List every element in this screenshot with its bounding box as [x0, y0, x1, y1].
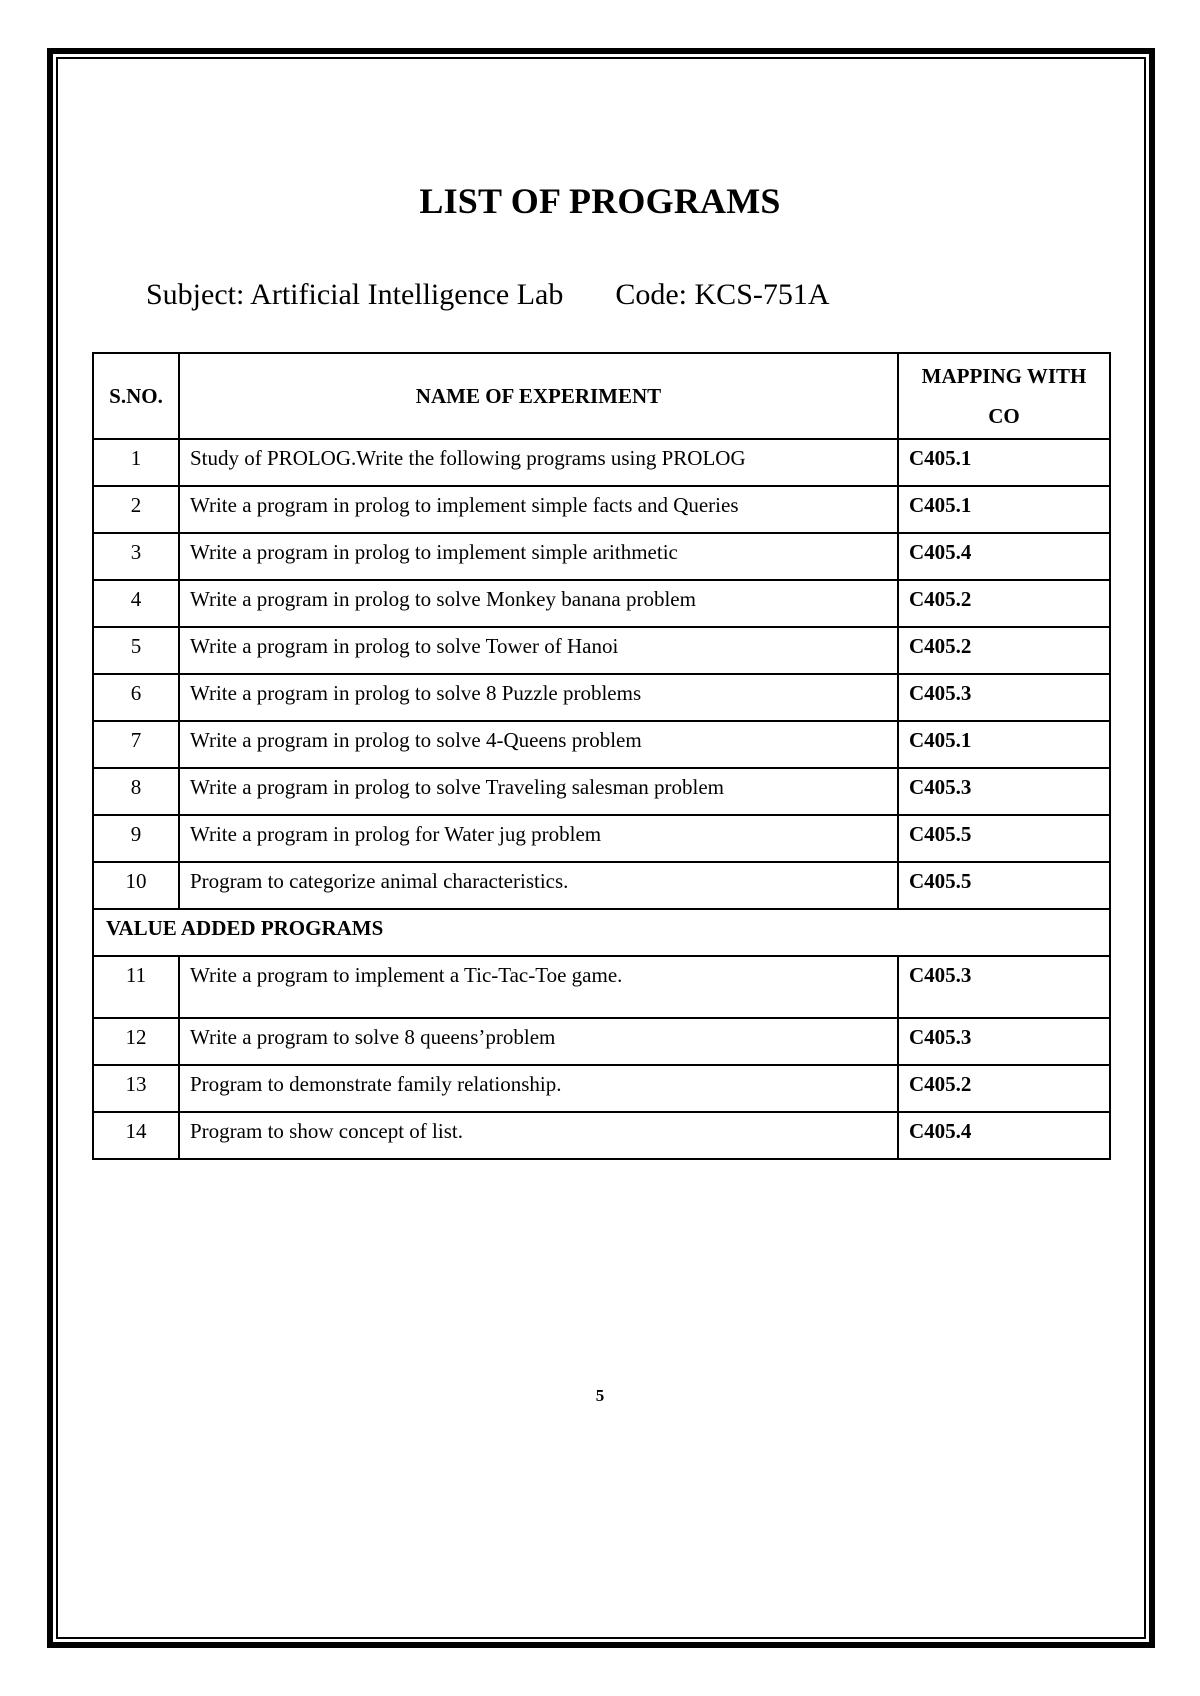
- course-code: Code: KCS-751A: [615, 278, 830, 311]
- row-experiment-name: Write a program to implement a Tic-Tac-Toe game.: [179, 956, 898, 1018]
- row-sno: 1: [93, 439, 179, 486]
- row-sno: 2: [93, 486, 179, 533]
- table-row: [93, 533, 1110, 580]
- table-row: [93, 1112, 1110, 1159]
- row-experiment-name: Write a program in prolog to solve Tower of Hanoi: [179, 627, 898, 674]
- row-co-mapping: C405.2: [898, 627, 1110, 674]
- row-co-mapping: C405.2: [898, 580, 1110, 627]
- row-co-mapping: C405.1: [898, 486, 1110, 533]
- subject-text: Subject: Artificial Intelligence Lab: [146, 278, 564, 311]
- section-heading-value-added: VALUE ADDED PROGRAMS: [93, 909, 1110, 956]
- table-row: [93, 815, 1110, 862]
- row-experiment-name: Write a program in prolog to implement simple arithmetic: [179, 533, 898, 580]
- row-sno: 11: [93, 956, 179, 1018]
- row-co-mapping: C405.1: [898, 721, 1110, 768]
- row-experiment-name: Write a program to solve 8 queens’problem: [179, 1018, 898, 1065]
- row-co-mapping: C405.3: [898, 1018, 1110, 1065]
- table-row: [93, 486, 1110, 533]
- row-co-mapping: C405.5: [898, 862, 1110, 909]
- row-sno: 5: [93, 627, 179, 674]
- table-header-row: [93, 353, 1110, 439]
- row-experiment-name: Program to show concept of list.: [179, 1112, 898, 1159]
- row-co-mapping: C405.4: [898, 1112, 1110, 1159]
- row-experiment-name: Write a program in prolog for Water jug problem: [179, 815, 898, 862]
- row-co-mapping: C405.3: [898, 768, 1110, 815]
- row-sno: 7: [93, 721, 179, 768]
- row-sno: 9: [93, 815, 179, 862]
- row-sno: 12: [93, 1018, 179, 1065]
- row-sno: 6: [93, 674, 179, 721]
- row-sno: 8: [93, 768, 179, 815]
- header-mapping-co: MAPPING WITH CO: [898, 353, 1110, 439]
- page-number: 5: [595, 1386, 605, 1405]
- row-sno: 3: [93, 533, 179, 580]
- row-experiment-name: Write a program in prolog to solve 8 Puzzle problems: [179, 674, 898, 721]
- row-experiment-name: Study of PROLOG.Write the following programs using PROLOG: [179, 439, 898, 486]
- table-row: [93, 674, 1110, 721]
- row-experiment-name: Write a program in prolog to solve Traveling salesman problem: [179, 768, 898, 815]
- programs-table: [92, 352, 1111, 1160]
- table-row: [93, 862, 1110, 909]
- header-experiment-name: NAME OF EXPERIMENT: [179, 353, 898, 439]
- table-row: [93, 1018, 1110, 1065]
- header-sno: S.NO.: [93, 353, 179, 439]
- row-sno: 10: [93, 862, 179, 909]
- table-row: [93, 1065, 1110, 1112]
- row-co-mapping: C405.3: [898, 956, 1110, 1018]
- table-row: [93, 580, 1110, 627]
- table-row: [93, 956, 1110, 1018]
- row-experiment-name: Program to categorize animal characteristics.: [179, 862, 898, 909]
- table-row: [93, 721, 1110, 768]
- row-co-mapping: C405.2: [898, 1065, 1110, 1112]
- row-sno: 14: [93, 1112, 179, 1159]
- subject-line: [146, 278, 830, 312]
- row-sno: 4: [93, 580, 179, 627]
- row-experiment-name: Write a program in prolog to implement simple facts and Queries: [179, 486, 898, 533]
- row-experiment-name: Program to demonstrate family relationship.: [179, 1065, 898, 1112]
- row-experiment-name: Write a program in prolog to solve 4-Queens problem: [179, 721, 898, 768]
- table-row: [93, 768, 1110, 815]
- row-co-mapping: C405.3: [898, 674, 1110, 721]
- page-title: LIST OF PROGRAMS: [419, 181, 781, 221]
- row-sno: 13: [93, 1065, 179, 1112]
- row-experiment-name: Write a program in prolog to solve Monkey banana problem: [179, 580, 898, 627]
- row-co-mapping: C405.1: [898, 439, 1110, 486]
- row-co-mapping: C405.5: [898, 815, 1110, 862]
- section-row-value-added: [93, 909, 1110, 956]
- table-row: [93, 439, 1110, 486]
- row-co-mapping: C405.4: [898, 533, 1110, 580]
- table-row: [93, 627, 1110, 674]
